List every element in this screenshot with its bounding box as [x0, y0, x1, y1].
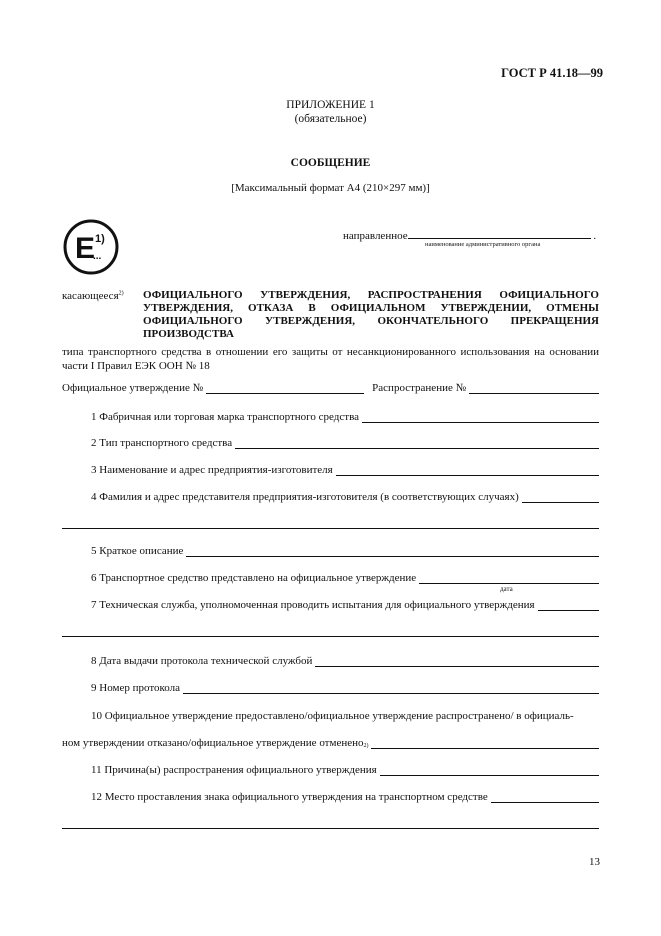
concerning-title: ОФИЦИАЛЬНОГО УТВЕРЖДЕНИЯ, РАСПРОСТРАНЕНИЯ ОФИЦИАЛЬНОГО УТВЕРЖДЕНИЯ, ОТКАЗА В ОФИЦИАЛЬНОМ УТВЕРЖДЕНИИ, ОТМЕНЫ ОФИЦИАЛЬНОГО УТВЕРЖДЕНИЯ, ОКОНЧАТЕЛЬНОГО ПРЕКРАЩЕНИЯ ПРОИЗВОДСТВА — [143, 289, 599, 340]
concerning-sup: 2) — [118, 290, 124, 297]
item-12-continuation-field[interactable] — [62, 828, 599, 829]
item-10-label-1: 10 Официальное утверждение предоставлено/официальное утверждение распространено/ в официаль- — [91, 710, 574, 722]
item-10-row-1 — [91, 710, 599, 722]
extension-no-label: Распространение № — [372, 382, 467, 394]
item-10-label-2: ном утверждении отказано/официальное утверждение отменено — [62, 737, 364, 749]
item-12-label: 12 Место проставления знака официального утверждения на транспортном средстве — [91, 791, 488, 803]
item-5-field[interactable] — [186, 547, 599, 557]
mark-sup: 1) — [95, 233, 105, 245]
item-2-row — [91, 437, 599, 449]
appendix-subtitle: (обязательное) — [294, 113, 367, 125]
item-4-row — [91, 491, 599, 503]
item-4-field[interactable] — [522, 493, 599, 503]
format-note: [Максимальный формат А4 (210×297 мм)] — [231, 182, 430, 194]
mark-dots: ... — [93, 251, 102, 262]
item-7-row — [91, 599, 599, 611]
item-6-row — [91, 572, 599, 584]
item-11-label: 11 Причина(ы) распространения официального утверждения — [91, 764, 377, 776]
page-number: 13 — [589, 856, 600, 868]
item-3-label: 3 Наименование и адрес предприятия-изготовителя — [91, 464, 333, 476]
item-6-field[interactable] — [419, 574, 599, 584]
approval-no-label: Официальное утверждение № — [62, 382, 204, 394]
item-12-field[interactable] — [491, 793, 599, 803]
approval-row — [62, 382, 599, 394]
item-9-field[interactable] — [183, 684, 599, 694]
concerning-label — [62, 290, 124, 302]
date-caption: дата — [500, 585, 513, 593]
item-2-label: 2 Тип транспортного средства — [91, 437, 233, 449]
item-5-label: 5 Краткое описание — [91, 545, 184, 557]
sent-to-field[interactable] — [408, 228, 591, 239]
sent-to — [343, 228, 603, 248]
item-10-sup: 2) — [363, 743, 369, 749]
item-12-row — [91, 791, 599, 803]
mark-letter: E — [75, 232, 96, 265]
item-1-row — [91, 411, 599, 423]
vehicle-type-text: типа транспортного средства в отношении его защиты от несанкционированного использования на основании части I Правил ЕЭК ООН № 18 — [62, 346, 599, 372]
item-8-row — [91, 655, 599, 667]
appendix-heading — [0, 98, 661, 126]
message-title: СООБЩЕНИЕ — [290, 157, 371, 169]
item-7-continuation-field[interactable] — [62, 636, 599, 637]
item-11-field[interactable] — [380, 766, 599, 776]
item-10-field[interactable] — [371, 739, 599, 749]
sent-to-caption: наименование административного органа — [425, 241, 541, 248]
item-4-continuation-field[interactable] — [62, 528, 599, 529]
extension-no-field[interactable] — [469, 384, 599, 394]
item-4-label: 4 Фамилия и адрес представителя предприятия-изготовителя (в соответствующих случаях) — [91, 491, 519, 503]
item-3-row — [91, 464, 599, 476]
item-7-label: 7 Техническая служба, уполномоченная проводить испытания для официального утверждения — [91, 599, 535, 611]
item-9-row — [91, 682, 599, 694]
item-5-row — [91, 545, 599, 557]
item-10-row-2 — [62, 737, 599, 749]
appendix-title: ПРИЛОЖЕНИЕ 1 — [286, 99, 375, 111]
item-8-field[interactable] — [315, 657, 599, 667]
item-11-row — [91, 764, 599, 776]
item-1-field[interactable] — [362, 413, 599, 423]
concerning-text: касающееся — [62, 290, 119, 302]
item-9-label: 9 Номер протокола — [91, 682, 180, 694]
item-1-label: 1 Фабричная или торговая марка транспортного средства — [91, 411, 360, 423]
approval-no-field[interactable] — [206, 384, 364, 394]
item-6-label: 6 Транспортное средство представлено на официальное утверждение — [91, 572, 417, 584]
sent-to-label: направленное — [343, 230, 408, 242]
approval-mark-icon — [62, 218, 120, 276]
item-7-field[interactable] — [538, 601, 599, 611]
item-3-field[interactable] — [336, 466, 599, 476]
item-2-field[interactable] — [235, 439, 599, 449]
sent-to-end: . — [593, 230, 597, 242]
doc-code: ГОСТ Р 41.18—99 — [501, 66, 603, 80]
item-8-label: 8 Дата выдачи протокола технической службой — [91, 655, 313, 667]
